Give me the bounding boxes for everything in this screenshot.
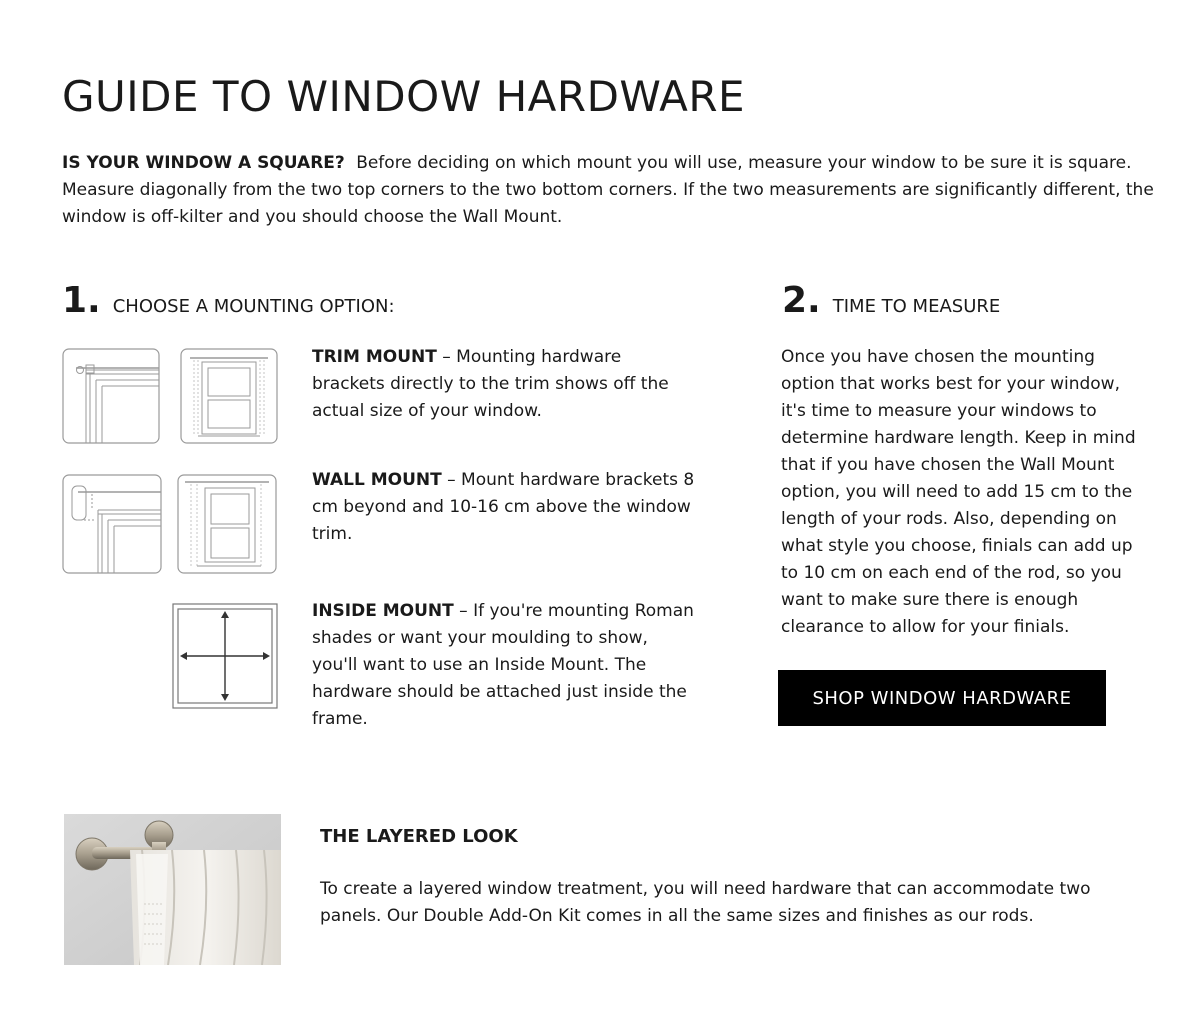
wall-mount-bracket-diagram-icon [62,474,162,574]
intro-text: Before deciding on which mount you will use, measure your window to be sure it is square. Measure diagonally from the two top corners to the two bottom corners. If the two measurements are significantly different, the window is off-kilter and you should choose the Wall Mount. [62,153,1154,227]
wall-mount-window-diagram-icon [177,474,277,574]
trim-mount-title: TRIM MOUNT [312,347,437,367]
page-title: GUIDE TO WINDOW HARDWARE [62,72,746,121]
shop-window-hardware-button[interactable]: SHOP WINDOW HARDWARE [778,670,1106,726]
measure-description: Once you have chosen the mounting option that works best for your window, it's time to measure your windows to determine hardware length. Keep in mind that if you have chosen the Wall Mount option, you will need to add 15 cm to the length of your rods. Also, depending on what style you choose, finials can add up to 10 cm on each end of the rod, so you want to make sure there is enough clearance to allow for your finials. [781,347,1136,637]
trim-mount-text: – Mounting hardware brackets directly to the trim shows off the actual size of your window. [312,347,669,421]
trim-mount-bracket-diagram-icon [62,348,160,444]
step-2-label: TIME TO MEASURE [832,296,1001,317]
layered-look-title: THE LAYERED LOOK [320,826,518,847]
wall-mount-text: – Mount hardware brackets 8 cm beyond and 10-16 cm above the window trim. [312,470,695,544]
step-2-number: 2. [782,280,821,321]
curtain-rod-photo [64,814,281,965]
inside-mount-description [312,598,697,733]
intro-lead: IS YOUR WINDOW A SQUARE? [62,153,345,173]
inside-mount-text: – If you're mounting Roman shades or want your moulding to show, you'll want to use an Inside Mount. The hardware should be attached just inside the frame. [312,601,694,729]
inside-mount-diagram-icon [172,603,278,709]
step-1-number: 1. [62,280,101,321]
inside-mount-title: INSIDE MOUNT [312,601,454,621]
trim-mount-description [312,344,697,425]
wall-mount-title: WALL MOUNT [312,470,442,490]
intro-paragraph [62,150,1157,231]
step-1-label: CHOOSE A MOUNTING OPTION: [112,296,395,317]
layered-look-description: To create a layered window treatment, you will need hardware that can accommodate two panels. Our Double Add-On Kit comes in all the same sizes and finishes as our rods. [320,879,1091,926]
trim-mount-window-diagram-icon [180,348,278,444]
step-1-heading [62,280,395,321]
wall-mount-description [312,467,697,548]
step-2-heading [782,280,1001,321]
